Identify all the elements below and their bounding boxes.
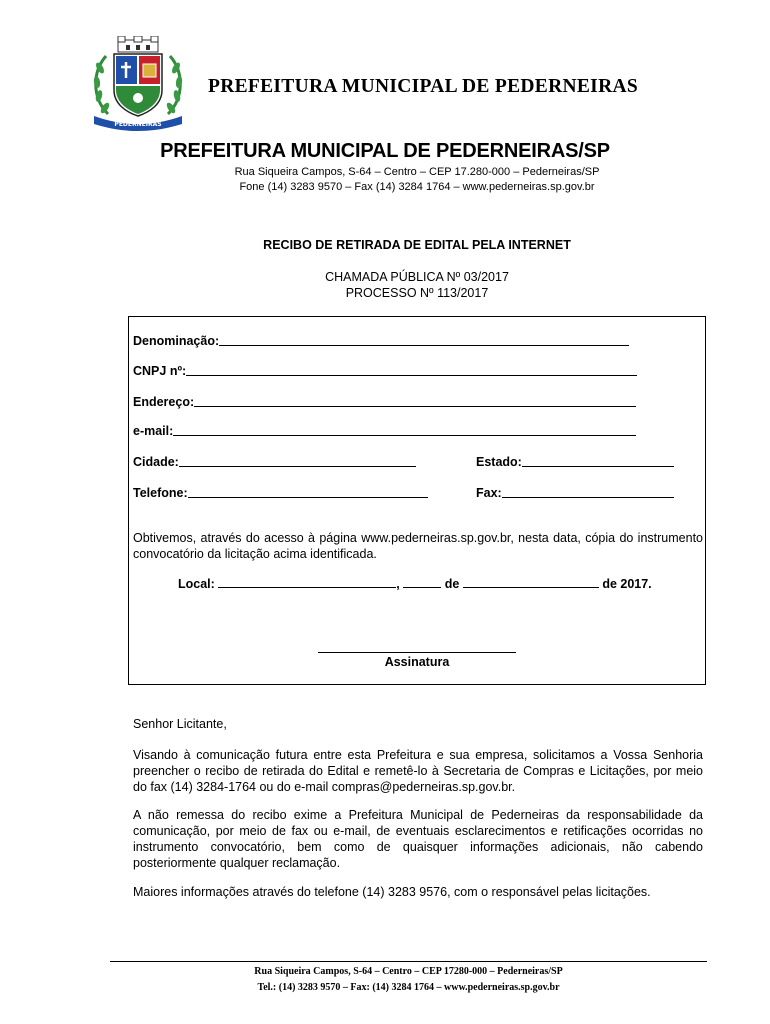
receipt-statement: Obtivemos, através do acesso à página www.pederneiras.sp.gov.br, nesta data, cópia do instrumento convocatório da licitação acima identificada. [133, 531, 703, 561]
endereco-blank[interactable] [194, 405, 636, 407]
telefone-label: Telefone: [133, 486, 188, 500]
crest-motto: PEDERNEIRAS [114, 121, 162, 128]
email-field[interactable] [133, 424, 636, 438]
telefone-blank[interactable] [188, 496, 428, 498]
day-blank[interactable] [403, 586, 441, 588]
footer-contact: Tel.: (14) 3283 9570 – Fax: (14) 3284 1764 – www.pederneiras.sp.gov.br [257, 982, 560, 993]
month-blank[interactable] [463, 586, 599, 588]
signature-line[interactable] [318, 652, 516, 653]
cidade-label: Cidade: [133, 455, 179, 469]
email-label: e-mail: [133, 424, 174, 438]
process-number: PROCESSO Nº 113/2017 [345, 286, 489, 300]
email-blank[interactable] [173, 434, 636, 436]
denominacao-label: Denominação: [133, 334, 220, 348]
estado-label: Estado: [476, 455, 522, 469]
cnpj-label: CNPJ nº: [133, 364, 187, 378]
local-blank[interactable] [218, 586, 396, 588]
signature-label: Assinatura [384, 655, 450, 669]
cidade-blank[interactable] [179, 465, 416, 467]
cnpj-field[interactable] [133, 364, 637, 378]
denominacao-blank[interactable] [219, 344, 629, 346]
header-title: PREFEITURA MUNICIPAL DE PEDERNEIRAS [208, 76, 638, 97]
telefone-field[interactable] [133, 486, 428, 500]
endereco-field[interactable] [133, 395, 636, 409]
footer-address: Rua Siqueira Campos, S-64 – Centro – CEP 17280-000 – Pederneiras/SP [254, 966, 563, 977]
fax-label: Fax: [476, 486, 502, 500]
cnpj-blank[interactable] [186, 374, 637, 376]
contact-line: Fone (14) 3283 9570 – Fax (14) 3284 1764 – www.pederneiras.sp.gov.br [239, 181, 595, 193]
local-label: Local: [178, 577, 215, 591]
fax-field[interactable] [476, 486, 674, 500]
endereco-label: Endereço: [133, 395, 195, 409]
denominacao-field[interactable] [133, 334, 629, 348]
estado-field[interactable] [476, 455, 674, 469]
footer-divider [110, 961, 707, 962]
receipt-title: RECIBO DE RETIRADA DE EDITAL PELA INTERNET [263, 238, 571, 252]
page-title: PREFEITURA MUNICIPAL DE PEDERNEIRAS/SP [160, 140, 610, 162]
letter-paragraph-1: Visando à comunicação futura entre esta Prefeitura e sua empresa, solicitamos a Vossa Senhoria preencher o recibo de retirada do Edital e remetê-lo à Secretaria de Compras e Licitações, por meio do fax (14) 3284-1764 ou do e-mail compras@pederneiras.sp.gov.br. [133, 748, 703, 794]
call-number: CHAMADA PÚBLICA Nº 03/2017 [325, 270, 509, 284]
fax-blank[interactable] [502, 496, 674, 498]
letter-paragraph-2: A não remessa do recibo exime a Prefeitura Municipal de Pederneiras da responsabilidade da comunicação, por meio de fax ou e-mail, de eventuais esclarecimentos e retificações ocorridas no instrumento convocatório, bem como de quaisquer informações adicionais, não cabendo posteriormente qualquer reclamação. [133, 808, 703, 870]
local-comma: , [396, 577, 400, 591]
municipal-crest-logo [88, 36, 188, 132]
letter-paragraph-3: Maiores informações através do telefone (14) 3283 9576, com o responsável pelas licitações. [133, 885, 651, 899]
local-date-row[interactable] [178, 577, 652, 591]
letter-salutation: Senhor Licitante, [133, 717, 227, 731]
cidade-field[interactable] [133, 455, 416, 469]
estado-blank[interactable] [522, 465, 674, 467]
address-line: Rua Siqueira Campos, S-64 – Centro – CEP 17.280-000 – Pederneiras/SP [234, 166, 600, 178]
local-de-label: de [444, 577, 460, 591]
year-label: de 2017. [602, 577, 652, 591]
